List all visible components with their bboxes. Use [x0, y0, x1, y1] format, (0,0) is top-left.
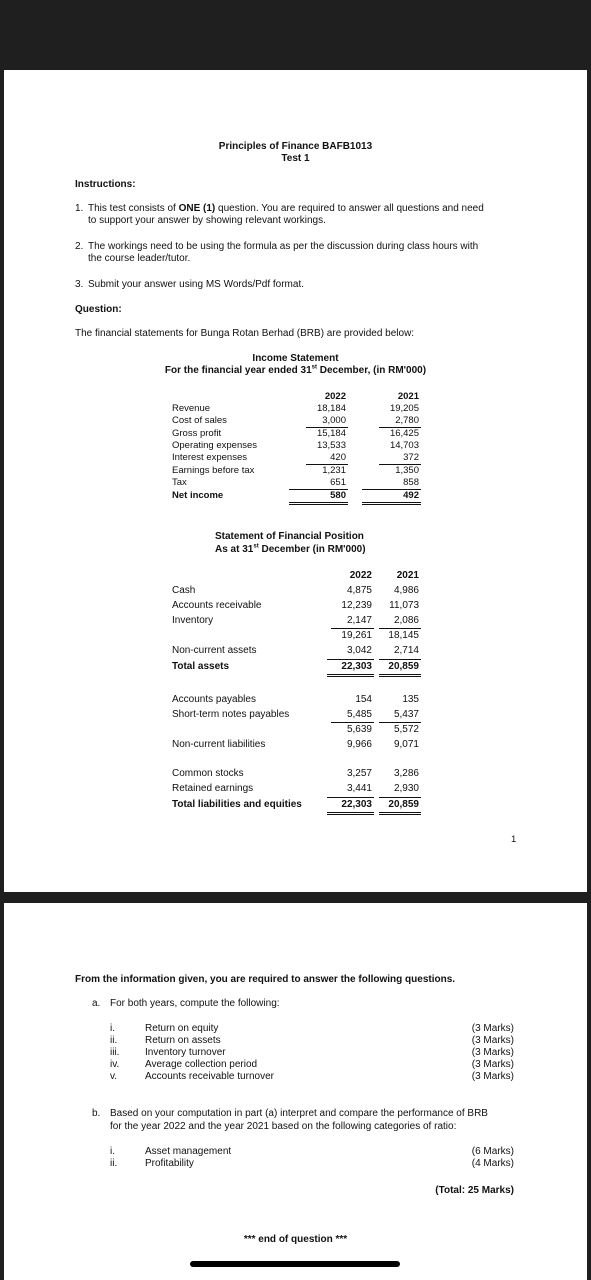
value-2022: 12,239 — [341, 600, 372, 611]
item-number: iv. — [110, 1059, 120, 1070]
value-2021: 14,703 — [389, 440, 419, 451]
value-2022: 3,257 — [346, 768, 372, 779]
item-marks: (3 Marks) — [471, 1047, 514, 1058]
part-b-text: Based on your computation in part (a) interpret and compare the performance of BRB — [110, 1108, 488, 1119]
value-2021: 2,086 — [393, 615, 419, 626]
underline — [331, 628, 374, 629]
row-label: Interest expenses — [172, 452, 247, 463]
question-heading: Question: — [75, 304, 122, 315]
row-label: Total liabilities and equities — [172, 799, 302, 810]
value-2022: 2,147 — [346, 615, 372, 626]
value-2021: 19,205 — [389, 403, 419, 414]
value-2021: 1,350 — [395, 465, 419, 476]
underline — [379, 628, 421, 629]
value-2021: 3,286 — [393, 768, 419, 779]
part-a-label: a. — [92, 998, 101, 1009]
item-text: Inventory turnover — [145, 1047, 226, 1058]
item-marks: (3 Marks) — [471, 1059, 514, 1070]
item-marks: (3 Marks) — [471, 1035, 514, 1046]
underline — [331, 722, 374, 723]
value-2022: 420 — [330, 452, 346, 463]
value-2021: 135 — [402, 694, 419, 705]
double-underline — [289, 502, 348, 505]
item-text: Return on equity — [145, 1023, 219, 1034]
document-title: Principles of Finance BAFB1013 — [218, 141, 373, 152]
value-2022: 22,303 — [341, 661, 372, 672]
instruction-number: 1. — [75, 203, 84, 214]
value-2022: 18,184 — [316, 403, 346, 414]
income-year-2022: 2022 — [324, 391, 346, 402]
item-number: i. — [110, 1146, 115, 1157]
value-2021: 20,859 — [388, 661, 419, 672]
part-b-text-cont: for the year 2022 and the year 2021 based on the following categories of ratio: — [110, 1121, 457, 1132]
item-number: v. — [110, 1071, 118, 1082]
double-underline — [362, 502, 421, 505]
document-page-2 — [4, 903, 587, 1280]
part-b-label: b. — [92, 1108, 101, 1119]
value-2021: 2,714 — [393, 645, 419, 656]
value-2022: 5,639 — [346, 724, 372, 735]
instruction-text: The workings need to be using the formula as per the discussion during class hours with — [88, 241, 479, 252]
sofp-title: Statement of Financial Position — [215, 531, 364, 542]
income-year-2021: 2021 — [397, 391, 419, 402]
instruction-text-cont: the course leader/tutor. — [88, 253, 191, 264]
row-label: Short-term notes payables — [172, 709, 290, 720]
instruction-text-cont: to support your answer by showing relevant workings. — [88, 215, 326, 226]
item-text: Return on assets — [145, 1035, 221, 1046]
instruction-number: 3. — [75, 279, 84, 290]
instruction-text: This test consists of ONE (1) question. You are required to answer all questions and need — [88, 203, 484, 214]
questions-lead: From the information given, you are required to answer the following questions. — [75, 974, 456, 985]
value-2021: 5,437 — [393, 709, 419, 720]
row-label: Common stocks — [172, 768, 244, 779]
value-2022: 3,042 — [346, 645, 372, 656]
underline — [379, 797, 421, 798]
row-label: Cost of sales — [172, 415, 227, 426]
underline — [327, 659, 374, 660]
value-2021: 858 — [403, 477, 419, 488]
item-text: Accounts receivable turnover — [145, 1071, 274, 1082]
value-2021: 2,780 — [395, 415, 419, 426]
value-2021: 20,859 — [388, 799, 419, 810]
sofp-year-2021: 2021 — [396, 570, 419, 581]
instruction-number: 2. — [75, 241, 84, 252]
row-label: Retained earnings — [172, 783, 254, 794]
value-2021: 492 — [403, 490, 419, 501]
value-2022: 154 — [355, 694, 372, 705]
value-2022: 15,184 — [316, 428, 346, 439]
item-text: Profitability — [145, 1158, 194, 1169]
item-marks: (3 Marks) — [471, 1023, 514, 1034]
instructions-heading: Instructions: — [75, 179, 136, 190]
row-label: Accounts payables — [172, 694, 256, 705]
value-2021: 372 — [403, 452, 419, 463]
row-label: Net income — [172, 490, 224, 501]
value-2022: 3,000 — [322, 415, 346, 426]
sofp-subtitle: As at 31st December (in RM'000) — [215, 543, 366, 555]
value-2022: 9,966 — [346, 739, 372, 750]
row-label: Gross profit — [172, 428, 222, 439]
underline — [379, 659, 421, 660]
sofp-year-2022: 2022 — [349, 570, 372, 581]
question-intro: The financial statements for Bunga Rotan Berhad (BRB) are provided below: — [75, 328, 415, 339]
row-label: Inventory — [172, 615, 214, 626]
value-2022: 1,231 — [322, 465, 346, 476]
row-label: Earnings before tax — [172, 465, 255, 476]
row-label: Revenue — [172, 403, 211, 414]
underline — [327, 797, 374, 798]
part-a-text: For both years, compute the following: — [110, 998, 280, 1009]
value-2021: 16,425 — [389, 428, 419, 439]
double-underline — [379, 812, 421, 815]
total-marks: (Total: 25 Marks) — [435, 1185, 514, 1196]
page-number: 1 — [511, 834, 517, 845]
value-2021: 11,073 — [389, 600, 419, 611]
document-page-1 — [4, 70, 587, 892]
value-2022: 22,303 — [341, 799, 372, 810]
value-2022: 4,875 — [346, 585, 372, 596]
item-text: Asset management — [145, 1146, 232, 1157]
home-indicator[interactable] — [190, 1261, 400, 1267]
double-underline — [327, 812, 374, 815]
row-label: Non-current liabilities — [172, 739, 266, 750]
instruction-text: Submit your answer using MS Words/Pdf format. — [88, 279, 305, 290]
value-2022: 580 — [330, 490, 346, 501]
double-underline — [379, 674, 421, 677]
row-label: Non-current assets — [172, 645, 257, 656]
value-2022: 5,485 — [346, 709, 372, 720]
value-2021: 9,071 — [393, 739, 419, 750]
row-label: Operating expenses — [172, 440, 258, 451]
income-statement-title: Income Statement — [252, 353, 339, 364]
value-2021: 4,986 — [393, 585, 419, 596]
income-statement-subtitle: For the financial year ended 31st December, (in RM'000) — [164, 364, 427, 376]
item-number: i. — [110, 1023, 115, 1034]
item-number: ii. — [110, 1158, 118, 1169]
value-2021: 5,572 — [393, 724, 419, 735]
underline — [379, 722, 421, 723]
value-2022: 651 — [330, 477, 346, 488]
item-marks: (3 Marks) — [471, 1071, 514, 1082]
document-subtitle: Test 1 — [281, 153, 310, 164]
item-marks: (4 Marks) — [471, 1158, 514, 1169]
value-2022: 19,261 — [341, 630, 372, 641]
row-label: Tax — [172, 477, 187, 488]
item-marks: (6 Marks) — [471, 1146, 514, 1157]
value-2021: 18,145 — [388, 630, 419, 641]
row-label: Accounts receivable — [172, 600, 262, 611]
item-text: Average collection period — [145, 1059, 258, 1070]
end-of-question: *** end of question *** — [243, 1234, 348, 1245]
item-number: ii. — [110, 1035, 118, 1046]
value-2021: 2,930 — [393, 783, 419, 794]
value-2022: 13,533 — [316, 440, 346, 451]
row-label: Cash — [172, 585, 196, 596]
value-2022: 3,441 — [346, 783, 372, 794]
row-label: Total assets — [172, 661, 230, 672]
double-underline — [327, 674, 374, 677]
item-number: iii. — [110, 1047, 120, 1058]
